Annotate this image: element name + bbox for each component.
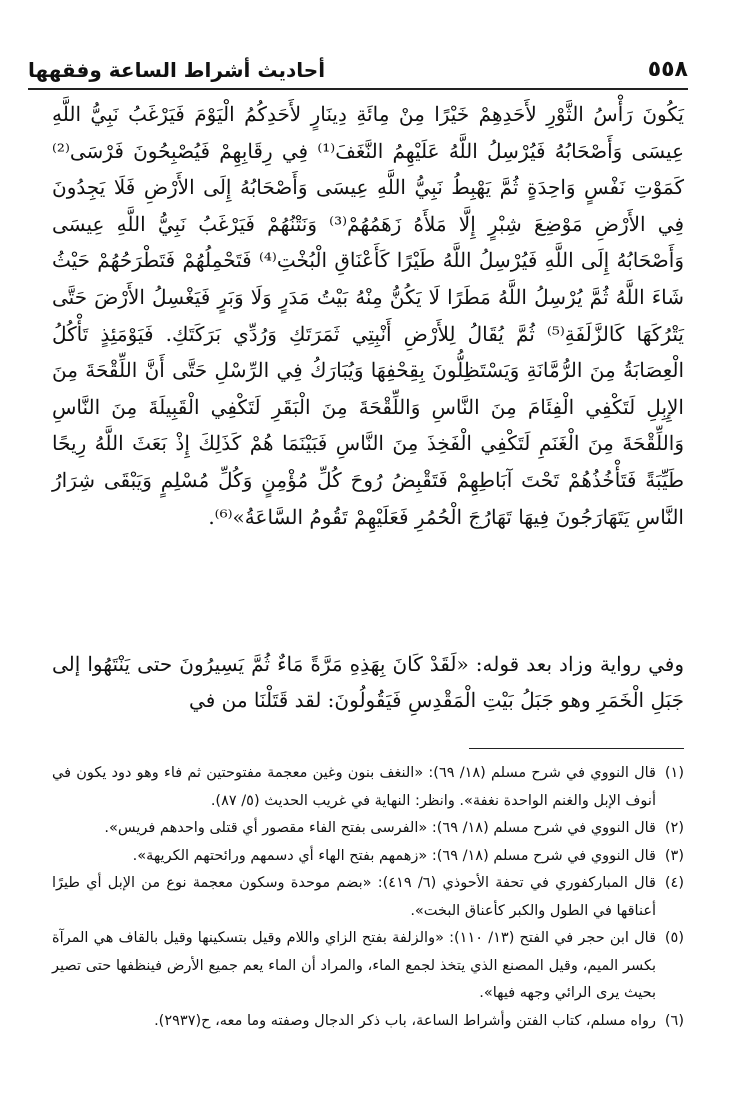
- page-number: ٥٥٨: [647, 57, 688, 82]
- footnotes: [52, 760, 684, 1035]
- footnote-text: قال المباركفوري في تحفة الأحوذي (٦/ ٤١٩): «بضم موحدة وسكون معجمة نوع من الإبل أي طيرًا أعناقها في الطول والكبر كأعناق البخت».: [52, 875, 656, 919]
- narration-paragraph: وفي رواية وزاد بعد قوله: «لَقَدْ كَانَ بِهَذِهِ مَرَّةً مَاءٌ ثُمَّ يَسِيرُونَ حتى يَنْتَهُوا إلى جَبَلِ الْخَمَرِ وهو جَبَلُ بَيْتِ الْمَقْدِسِ فَيَقُولُونَ: لقد قَتَلْنَا من في: [52, 652, 684, 712]
- page-header: [28, 52, 688, 90]
- footnote-text: رواه مسلم، كتاب الفتن وأشراط الساعة، باب ذكر الدجال وصفته وما معه، ح(٢٩٣٧).: [154, 1012, 656, 1029]
- hadith-paragraph: يَكُونَ رَأْسُ الثَّوْرِ لأَحَدِهِمْ خَيْرًا مِنْ مِائَةِ دِينَارٍ لأَحَدِكُمُ الْيَوْمَ فَيَرْغَبُ نَبِيُّ اللَّهِ عِيسَى وَأَصْحَابُهُ فَيُرْسِلُ اللَّهُ عَلَيْهِمُ النَّغَفَ⁽¹⁾ فِي رِقَابِهِمْ فَيُصْبِحُونَ فَرْسَى⁽²⁾ كَمَوْتِ نَفْسٍ وَاحِدَةٍ ثُمَّ يَهْبِطُ نَبِيُّ اللَّهِ عِيسَى وَأَصْحَابُهُ إِلَى الأَرْضِ فَلَا يَجِدُونَ فِي الأَرْضِ مَوْضِعَ شِبْرٍ إِلَّا مَلأَهُ زَهَمُهُمْ⁽³⁾ وَنَتْنُهُمْ فَيَرْغَبُ نَبِيُّ اللَّهِ عِيسَى وَأَصْحَابُهُ إِلَى اللَّهِ فَيُرْسِلُ اللَّهُ طَيْرًا كَأَعْنَاقِ الْبُخْتِ⁽⁴⁾ فَتَحْمِلُهُمْ فَتَطْرَحُهُمْ حَيْثُ شَاءَ اللَّهُ ثُمَّ يُرْسِلُ اللَّهُ مَطَرًا لَا يَكُنُّ مِنْهُ بَيْتُ مَدَرٍ وَلَا وَبَرٍ فَيَغْسِلُ الأَرْضَ حَتَّى يَتْرُكَهَا كَالزَّلَفَةِ⁽⁵⁾ ثُمَّ يُقَالُ لِلأَرْضِ أَنْبِتِي ثَمَرَتَكِ وَرُدِّي بَرَكَتَكِ. فَيَوْمَئِذٍ تَأْكُلُ الْعِصَابَةُ مِنَ الرُّمَّانَةِ وَيَسْتَظِلُّونَ بِقِحْفِهَا وَيُبَارَكُ فِي الرِّسْلِ حَتَّى أَنَّ اللِّقْحَةَ مِنَ الإِبِلِ لَتَكْفِي الْفِئَامَ مِنَ النَّاسِ وَاللِّقْحَةَ مِنَ الْبَقَرِ لَتَكْفِي الْقَبِيلَةَ مِنَ النَّاسِ وَاللِّقْحَةَ مِنَ الْغَنَمِ لَتَكْفِي الْفَخِذَ مِنَ النَّاسِ فَبَيْنَمَا هُمْ كَذَلِكَ إِذْ بَعَثَ اللَّهُ رِيحًا طَيِّبَةً فَتَأْخُذُهُمْ تَحْتَ آبَاطِهِمْ فَتَقْبِضُ رُوحَ كُلِّ مُؤْمِنٍ وَكُلِّ مُسْلِمٍ وَيَبْقَى شِرَارُ النَّاسِ يَتَهَارَجُونَ فِيهَا تَهَارُجَ الْحُمُرِ فَعَلَيْهِمْ تَقُومُ السَّاعَةُ»⁽⁶⁾.: [52, 102, 685, 529]
- footnote-divider: [469, 748, 684, 749]
- footnote-number: (١): [664, 765, 684, 781]
- footnote-number: (٤): [664, 875, 684, 891]
- footnote: [52, 815, 684, 843]
- footnote-number: (٣): [664, 847, 684, 864]
- footnote: [52, 760, 684, 815]
- footnote-number: (٦): [664, 1012, 684, 1029]
- footnote: [52, 843, 684, 871]
- footnote-number: (٢): [664, 820, 684, 836]
- footnote-text: قال ابن حجر في الفتح (١٣/ ١١٠): «والزلفة بفتح الزاي واللام وقيل بتسكينها وقيل بالقاف هي المرآة بكسر الميم، وقيل المصنع الذي يتخذ لجمع الماء، والمراد أن الماء يعم جميع الأرض فينظفها حتى تصير بحيث يرى الرائي وجهه فيها».: [52, 930, 657, 1001]
- hadith-text-block: [52, 96, 684, 535]
- footnote-number: (٥): [664, 930, 684, 946]
- footnote-text: قال النووي في شرح مسلم (١٨/ ٦٩): «زهمهم بفتح الهاء أي دسمهم ورائحتهم الكريهة».: [132, 847, 656, 864]
- footnote-text: قال النووي في شرح مسلم (١٨/ ٦٩): «النغف بنون وغين معجمة مفتوحتين ثم فاء وهو دود يكون في أنوف الإبل والغنم الواحدة نغفة». وانظر: النهاية في غريب الحديث (٥/ ٨٧).: [52, 765, 656, 809]
- footnote-text: قال النووي في شرح مسلم (١٨/ ٦٩): «الفرسى بفتح الفاء مقصور أي قتلى واحدهم فريس».: [104, 820, 656, 836]
- narration-block: [52, 646, 684, 718]
- footnote: [52, 870, 684, 925]
- footnote: [52, 1008, 684, 1036]
- footnote: [52, 925, 684, 1008]
- running-title: أحاديث أشراط الساعة وفقهها: [28, 58, 326, 82]
